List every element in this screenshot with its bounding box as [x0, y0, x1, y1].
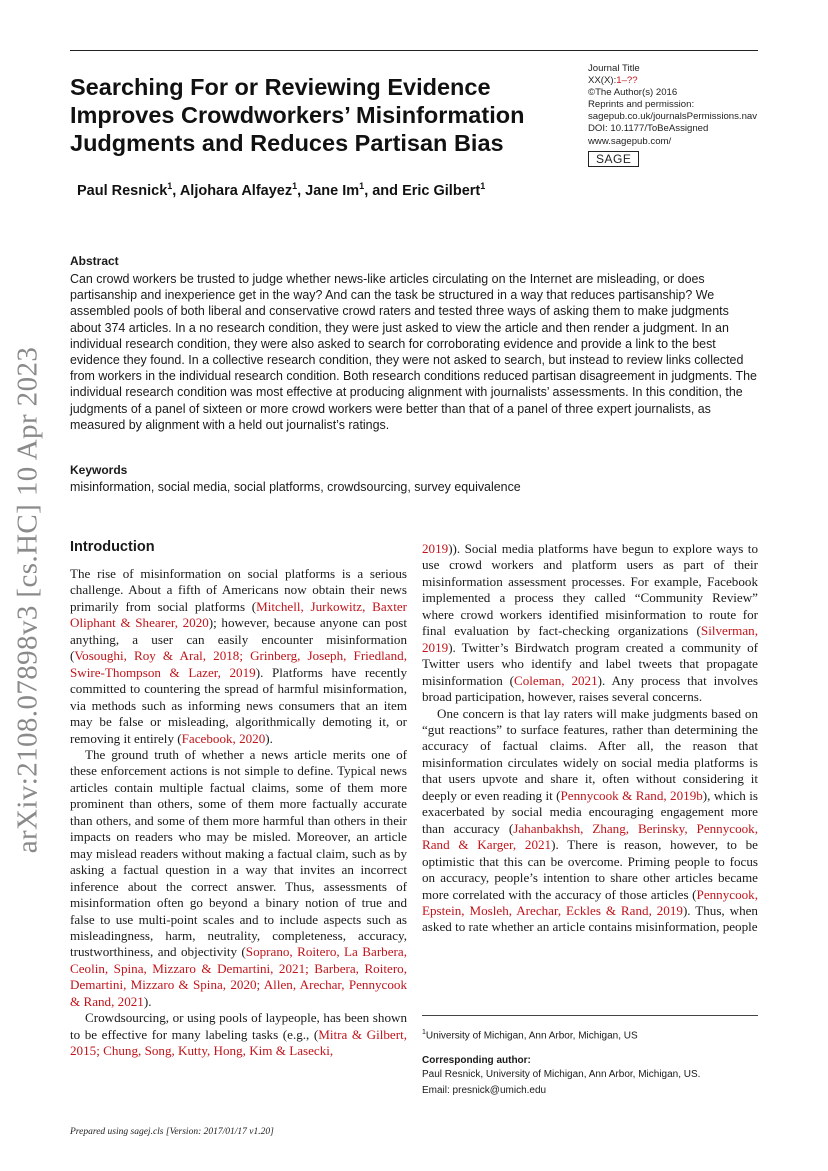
citation-link[interactable]: Mitra & Gilbert, 2015; Chung, Song, Kutty, Hong, Kim & Lasecki, — [70, 1026, 407, 1059]
arxiv-stamp-text: arXiv:2108.07898v3 [cs.HC] 10 Apr 2023 — [11, 346, 44, 854]
body-text: ). — [265, 730, 273, 746]
body-paragraph — [70, 1010, 407, 1059]
body-text: The ground truth of whether a news article merits one of these enforcement actions is not simple to define. Typical news articles contain multiple factual claims, some of them more prominent than others, some of them more factually accurate than others, and some of them more harmful than others in their impacts on readers who may be misled. Moreover, an article may mislead readers without making a factual claim, such as by asking a factual question in a way that invites an incorrect inference about the correct answer. Thus, assessments of misinformation often go beyond a binary notion of true and false to use multi-point scales and to include aspects such as misleadingness, harm, neutrality, completeness, accuracy, trustworthiness, and objectivity ( — [70, 746, 407, 960]
body-text: ), which is exacerbated by social media encouraging engagement more than accuracy ( — [422, 787, 758, 836]
journal-doi: DOI: 10.1177/ToBeAssigned — [588, 123, 709, 135]
top-rule — [70, 50, 758, 51]
body-text: )). Social media platforms have begun to explore ways to use crowd workers and platform users as part of their misinformation assessment processes. For example, Facebook implemented a process they called “Community Review” where crowd workers identified misinformation to route for final evaluation by fact-checking organizations ( — [422, 541, 758, 639]
arxiv-stamp — [0, 0, 50, 1171]
body-text: ). Any process that involves broad participation, however, raises several concerns. — [422, 672, 759, 705]
permissions-link[interactable]: sagepub.co.uk/journalsPermissions.nav — [588, 111, 758, 123]
publisher-site-link[interactable]: www.sagepub.com/ — [588, 135, 672, 147]
citation-link[interactable]: Soprano, Roitero, La Barbera, Ceolin, Spina, Mizzaro & Demartini, 2021; Barbera, Roitero, Demartini, Mizzaro & Spina, 2020; Allen, Arechar, Pennycook & Rand, 2021 — [70, 944, 407, 1009]
citation-link[interactable]: Mitchell, Jurkowitz, Baxter Oliphant & Shearer, 2020 — [70, 598, 408, 631]
body-text: ). Thus, when asked to rate whether an article contains misinformation, people — [422, 902, 758, 935]
body-paragraph — [422, 541, 758, 706]
citation-link[interactable]: Jahanbakhsh, Zhang, Berinsky, Pennycook, Rand & Karger, 2021 — [422, 820, 759, 853]
body-text: ). Twitter’s Birdwatch program created a community of Twitter users who identify and label tweets that propagate misinformation ( — [422, 639, 758, 688]
corresponding-author: Paul Resnick, University of Michigan, Ann Arbor, Michigan, US. — [422, 1069, 701, 1080]
author-separator: , and — [364, 182, 403, 199]
paper-title: Searching For or Reviewing Evidence Improves Crowdworkers’ Misinformation Judgments and Reduces Partisan Bias — [70, 74, 525, 156]
body-text: ). There is reason, however, to be optimistic that this can be overcome. Priming people to focus on accuracy, people’s intention to share other articles became more correlated with the accuracy of those articles ( — [422, 837, 758, 902]
keywords-text: misinformation, social media, social platforms, crowdsourcing, survey equivalence — [70, 480, 521, 494]
author-separator: , — [172, 182, 180, 199]
prepared-using-note: Prepared using sagej.cls [Version: 2017/01/17 v1.20] — [70, 1127, 274, 1137]
citation-link[interactable]: Vosoughi, Roy & Aral, 2018; Grinberg, Joseph, Friedland, Swire-Thompson & Lazer, 2019 — [70, 648, 407, 680]
journal-name: Journal Title — [588, 63, 640, 74]
author-name: Jane Im — [305, 182, 360, 199]
citation-link[interactable]: Facebook, 2020 — [181, 730, 266, 746]
author-separator: , — [297, 182, 306, 199]
citation-link[interactable]: 2019 — [422, 541, 449, 556]
citation-link[interactable]: Pennycook, Epstein, Mosleh, Arechar, Eckles & Rand, 2019 — [422, 886, 758, 918]
journal-volume: XX(X):1–?? — [588, 75, 638, 87]
abstract-text: Can crowd workers be trusted to judge whether news-like articles circulating on the Internet are misleading, or does partisanship and inexperience get in the way? And can the task be structured in a way that reduces partisanship? We assembled pools of both liberal and conservative crowd raters and tested three ways of asking them to make judgments about 374 articles. In a no research condition, they were just asked to view the article and then render a judgment. In an individual research condition, they were also asked to search for corroborating evidence and provide a link to the best evidence they found. In a collective research condition, they were not asked to search, but instead to review links collected from workers in the individual research condition. Both research conditions reduced partisan disagreement in judgments. The individual research condition was most effective at producing alignment with journalists’ assessments. In this condition, the judgments of a panel of sixteen or more crowd workers were better than that of a panel of three expert journalists, as measured by alignment with a held out journalist’s ratings. — [70, 272, 757, 432]
body-paragraph — [70, 747, 407, 1010]
body-paragraph — [422, 706, 758, 936]
keywords-heading: Keywords — [70, 463, 128, 477]
body-column-left — [70, 566, 407, 1060]
journal-reprints: Reprints and permission: — [588, 99, 695, 111]
author-name: Eric Gilbert — [402, 182, 481, 199]
author-affiliation-mark: 1 — [480, 181, 486, 191]
citation-link[interactable]: Coleman, 2021 — [514, 672, 598, 688]
author-affiliation-mark: 1 — [359, 181, 365, 191]
affiliation-footnote: $^1$University of Michigan, Ann Arbor, Michigan, US — [422, 1029, 638, 1042]
body-text: ). Platforms have recently committed to countering the spread of harmful misinformation, via methods such as informing news consumers that an item may be false or misleading, algorithmically demoting it, or removing it entirely ( — [70, 664, 407, 746]
journal-meta — [588, 63, 768, 167]
citation-link[interactable]: Pennycook & Rand, 2019b — [560, 787, 703, 803]
body-text: The rise of misinformation on social platforms is a serious challenge. About a fifth of Americans now obtain their news primarily from social platforms ( — [70, 566, 407, 614]
body-text: ). — [143, 993, 152, 1009]
body-paragraph — [70, 566, 407, 747]
abstract-heading: Abstract — [70, 254, 119, 268]
section-heading-introduction: Introduction — [70, 539, 155, 555]
author-name: Paul Resnick — [77, 182, 168, 199]
author-affiliation-mark: 1 — [167, 181, 173, 191]
author-name: Aljohara Alfayez — [179, 182, 293, 199]
sage-logo: SAGE — [588, 151, 639, 167]
corresponding-author-heading: Corresponding author: — [422, 1055, 531, 1066]
body-column-right — [422, 541, 758, 936]
author-affiliation-mark: 1 — [292, 181, 298, 191]
body-text: Crowdsourcing, or using pools of laypeople, has been shown to be effective for many labeling tasks (e.g., ( — [70, 1010, 407, 1042]
footnote-rule — [422, 1015, 758, 1016]
corresponding-email[interactable]: Email: presnick@umich.edu — [422, 1085, 547, 1096]
body-text: ); however, because anyone can post anything, a user can easily encounter misinformation ( — [70, 615, 407, 664]
author-list — [77, 181, 485, 199]
citation-link[interactable]: Silverman, 2019 — [422, 623, 758, 655]
body-text: One concern is that lay raters will make judgments based on “gut reactions” to surface features, rather than determining the accuracy of factual claims. After all, the reason that misinformation circulates widely on social media platforms is that users upvote and share it, often without considering it deeply or even reading it ( — [422, 705, 758, 803]
journal-copyright: ©The Author(s) 2016 — [588, 87, 678, 99]
